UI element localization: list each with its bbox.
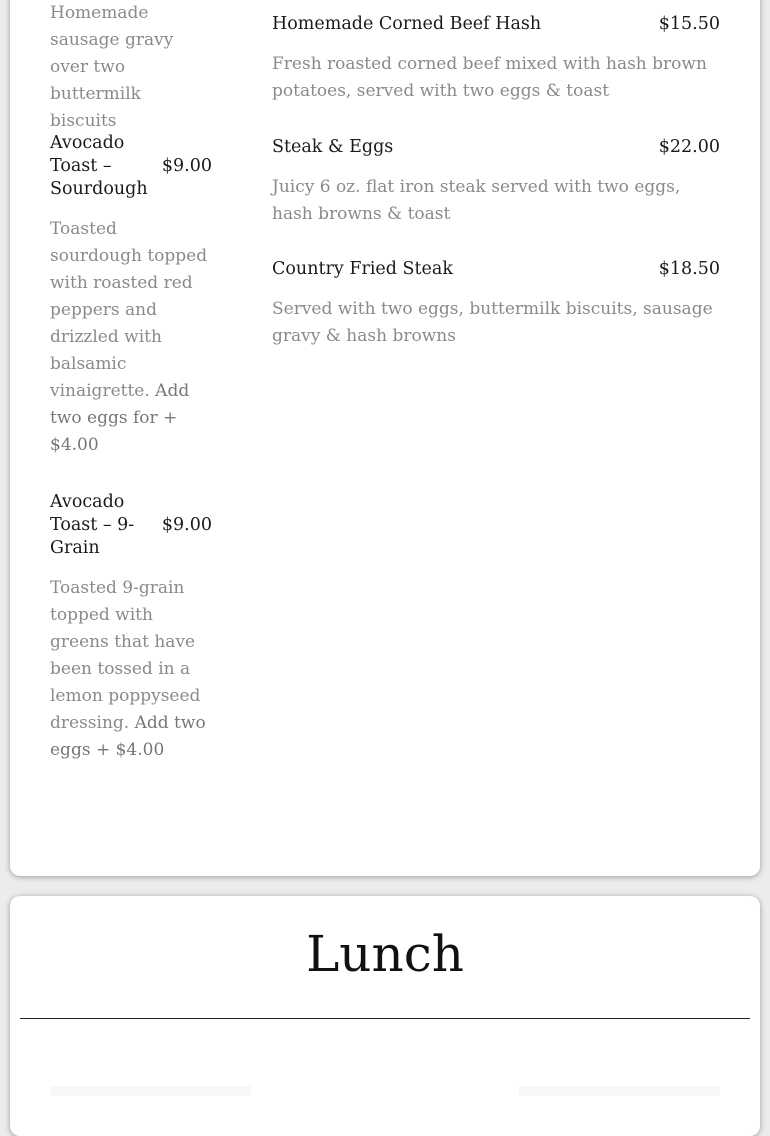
menu-item [272,136,720,228]
item-name: Avocado Toast – 9-Grain [50,492,135,558]
item-header [272,13,720,36]
lunch-content-cutoff [50,1086,720,1096]
section-divider [20,1018,750,1019]
item-price: $22.00 [658,137,720,157]
item-price: $9.00 [161,156,212,176]
lunch-menu-card [10,896,760,1136]
menu-item [272,258,720,350]
item-header [272,258,720,281]
item-price: $15.50 [658,14,720,34]
item-description: Juicy 6 oz. flat iron steak served with two eggs, hash browns & toast [272,177,681,224]
menu-item [50,0,212,135]
item-price: $9.00 [161,515,212,535]
item-description: Homemade sausage gravy over two buttermilk biscuits [50,3,174,131]
item-price: $18.50 [658,259,720,279]
item-addon: Add two eggs for + $4.00 [50,381,190,455]
item-description-text: Toasted 9-grain topped with greens that have been tossed in a lemon poppyseed dressing. [50,578,201,733]
section-title: Lunch [306,925,464,983]
item-name: Homemade Corned Beef Hash [272,14,542,34]
breakfast-menu-card [10,0,760,876]
item-description-text: Toasted sourdough topped with roasted red peppers and drizzled with balsamic vinaigrette. [50,219,208,401]
menu-item [272,13,720,105]
menu-item [50,132,212,459]
item-addon: Add two eggs + $4.00 [50,713,206,760]
item-header [272,136,720,159]
item-header [50,132,212,201]
item-name: Avocado Toast – Sourdough [50,133,148,199]
item-name: Country Fried Steak [272,259,453,279]
item-description [50,216,212,459]
item-description: Fresh roasted corned beef mixed with hash brown potatoes, served with two eggs & toast [272,54,707,101]
item-header [50,491,212,560]
item-description [50,575,212,764]
item-name: Steak & Eggs [272,137,394,157]
menu-item [50,491,212,764]
item-description: Served with two eggs, buttermilk biscuits, sausage gravy & hash browns [272,299,713,346]
